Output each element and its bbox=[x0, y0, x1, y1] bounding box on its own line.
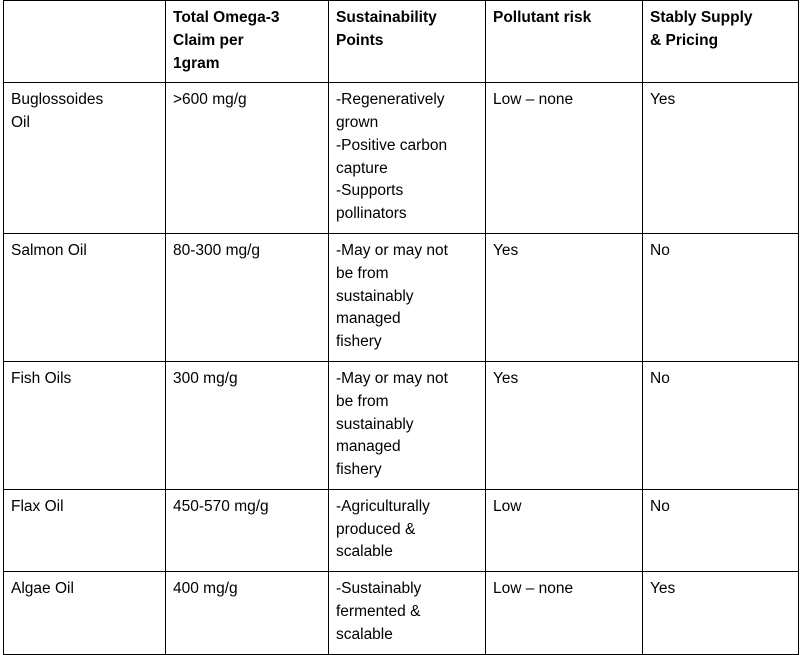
column-header-sustainability-line2: Points bbox=[336, 31, 384, 49]
table-row bbox=[4, 234, 799, 362]
column-header-sustainability bbox=[329, 1, 486, 83]
table-header-row bbox=[4, 1, 799, 83]
cell-line: -Regeneratively bbox=[336, 91, 445, 109]
column-header-omega3-line1: Total Omega-3 bbox=[173, 9, 280, 26]
row-label-fish-oils bbox=[4, 361, 166, 489]
table-corner-cell bbox=[4, 1, 166, 83]
column-header-pollutant-line1: Pollutant risk bbox=[493, 9, 592, 26]
cell-line: capture bbox=[336, 159, 388, 177]
cell-omega3: 400 mg/g bbox=[166, 572, 329, 654]
cell-line: managed bbox=[336, 438, 401, 456]
cell-supply: Yes bbox=[643, 572, 799, 654]
cell-line: sustainably bbox=[336, 287, 414, 305]
cell-pollutant: Yes bbox=[486, 234, 643, 362]
cell-line: be from bbox=[336, 392, 389, 410]
cell-sustainability bbox=[329, 489, 486, 571]
cell-line: pollinators bbox=[336, 205, 407, 223]
table-row bbox=[4, 572, 799, 654]
cell-sustainability bbox=[329, 361, 486, 489]
table-row bbox=[4, 361, 799, 489]
omega3-comparison-table bbox=[3, 0, 799, 655]
cell-supply: No bbox=[643, 361, 799, 489]
column-header-pollutant bbox=[486, 1, 643, 83]
column-header-omega3-line3: 1gram bbox=[173, 54, 220, 72]
cell-line: -Supports bbox=[336, 182, 404, 200]
cell-line: -May or may not bbox=[336, 242, 448, 260]
column-header-supply-line2: & Pricing bbox=[650, 31, 719, 49]
cell-line: scalable bbox=[336, 625, 393, 643]
column-header-sustainability-line1: Sustainability bbox=[336, 9, 437, 26]
cell-pollutant: Low – none bbox=[486, 83, 643, 234]
row-label-line: Salmon Oil bbox=[11, 242, 87, 260]
cell-omega3: 450-570 mg/g bbox=[166, 489, 329, 571]
cell-line: sustainably bbox=[336, 415, 414, 433]
row-label-algae-oil bbox=[4, 572, 166, 654]
column-header-omega3-line2: Claim per bbox=[173, 31, 244, 49]
cell-pollutant: Low – none bbox=[486, 572, 643, 654]
cell-sustainability bbox=[329, 572, 486, 654]
cell-supply: No bbox=[643, 234, 799, 362]
row-label-buglossoides-oil bbox=[4, 83, 166, 234]
cell-pollutant: Yes bbox=[486, 361, 643, 489]
cell-sustainability bbox=[329, 83, 486, 234]
cell-supply: Yes bbox=[643, 83, 799, 234]
table-row bbox=[4, 489, 799, 571]
cell-omega3: 300 mg/g bbox=[166, 361, 329, 489]
column-header-omega3 bbox=[166, 1, 329, 83]
row-label-line: Flax Oil bbox=[11, 497, 64, 515]
cell-line: -May or may not bbox=[336, 369, 448, 387]
cell-line: -Positive carbon bbox=[336, 136, 448, 154]
cell-line: fishery bbox=[336, 461, 382, 479]
cell-line: scalable bbox=[336, 543, 393, 561]
cell-line: grown bbox=[336, 114, 379, 132]
cell-omega3: >600 mg/g bbox=[166, 83, 329, 234]
column-header-supply bbox=[643, 1, 799, 83]
row-label-line: Oil bbox=[11, 114, 30, 132]
cell-line: -Agriculturally bbox=[336, 497, 430, 515]
table-row bbox=[4, 83, 799, 234]
column-header-supply-line1: Stably Supply bbox=[650, 9, 753, 26]
cell-supply: No bbox=[643, 489, 799, 571]
row-label-flax-oil bbox=[4, 489, 166, 571]
cell-line: produced & bbox=[336, 520, 416, 538]
cell-line: be from bbox=[336, 264, 389, 282]
cell-pollutant: Low bbox=[486, 489, 643, 571]
cell-line: fishery bbox=[336, 333, 382, 351]
row-label-line: Fish Oils bbox=[11, 369, 72, 387]
cell-line: managed bbox=[336, 310, 401, 328]
cell-line: fermented & bbox=[336, 602, 421, 620]
table-body bbox=[4, 83, 799, 654]
row-label-line: Algae Oil bbox=[11, 580, 74, 598]
cell-line: -Sustainably bbox=[336, 580, 422, 598]
cell-omega3: 80-300 mg/g bbox=[166, 234, 329, 362]
table-header bbox=[4, 1, 799, 83]
cell-sustainability bbox=[329, 234, 486, 362]
row-label-line: Buglossoides bbox=[11, 91, 104, 109]
row-label-salmon-oil bbox=[4, 234, 166, 362]
